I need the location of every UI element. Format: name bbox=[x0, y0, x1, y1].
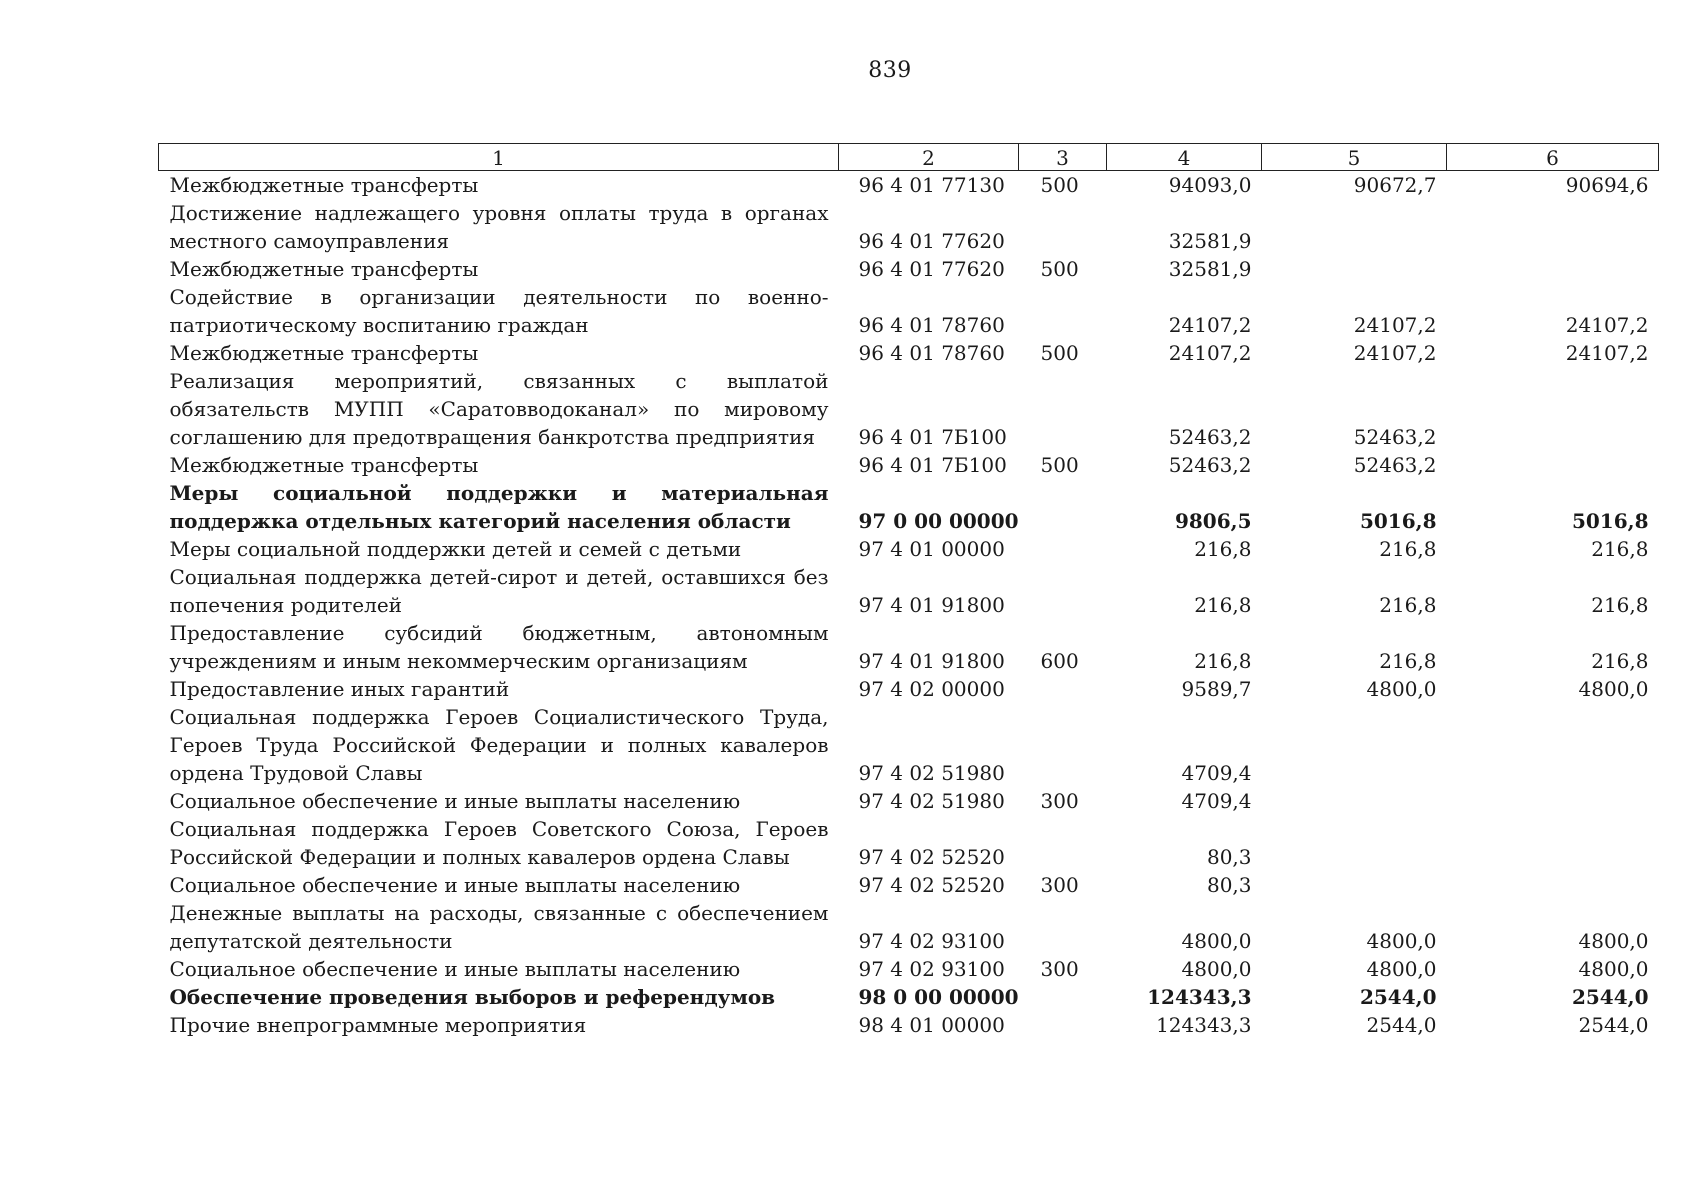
row-name: Социальное обеспечение и иные выплаты населению bbox=[169, 789, 741, 813]
row-code: 97 4 02 52520 bbox=[858, 845, 1005, 869]
table-row bbox=[159, 983, 1659, 1011]
row-code: 98 4 01 00000 bbox=[858, 1013, 1005, 1037]
row-code: 96 4 01 7Б100 bbox=[858, 453, 1007, 477]
row-name: Межбюджетные трансферты bbox=[169, 341, 479, 365]
row-name: Межбюджетные трансферты bbox=[169, 257, 479, 281]
row-code: 96 4 01 77620 bbox=[858, 229, 1005, 253]
row-name: Предоставление иных гарантий bbox=[169, 677, 510, 701]
row-code: 97 4 01 91800 bbox=[858, 649, 1005, 673]
row-value-col5 bbox=[1262, 871, 1447, 899]
row-value-col5: 2544,0 bbox=[1366, 1013, 1437, 1037]
row-value-col4: 24107,2 bbox=[1168, 341, 1252, 365]
row-code: 97 4 02 51980 bbox=[858, 761, 1005, 785]
row-value-col4: 80,3 bbox=[1206, 845, 1252, 869]
table-header bbox=[159, 144, 1659, 171]
row-value-col4: 24107,2 bbox=[1168, 313, 1252, 337]
row-value-col4: 52463,2 bbox=[1168, 453, 1252, 477]
table-row bbox=[159, 535, 1659, 563]
row-code: 97 4 01 91800 bbox=[858, 593, 1005, 617]
row-value-col4: 52463,2 bbox=[1168, 425, 1252, 449]
row-value-col5: 5016,8 bbox=[1359, 509, 1437, 533]
row-name: Достижение надлежащего уровня оплаты труда в органах местного самоуправления bbox=[169, 201, 829, 253]
row-value-col5: 4800,0 bbox=[1366, 677, 1437, 701]
table-row bbox=[159, 899, 1659, 955]
row-type: 500 bbox=[1040, 173, 1079, 197]
row-type bbox=[1019, 815, 1107, 871]
row-value-col4: 216,8 bbox=[1194, 649, 1252, 673]
row-value-col5: 216,8 bbox=[1379, 537, 1437, 561]
row-value-col4: 4709,4 bbox=[1181, 789, 1252, 813]
header-col-2: 2 bbox=[839, 144, 1019, 171]
row-code: 96 4 01 78760 bbox=[858, 313, 1005, 337]
row-value-col5 bbox=[1262, 255, 1447, 283]
row-type bbox=[1019, 703, 1107, 787]
table-row bbox=[159, 787, 1659, 815]
table-row bbox=[159, 283, 1659, 339]
row-value-col4: 94093,0 bbox=[1168, 173, 1252, 197]
table-row bbox=[159, 479, 1659, 535]
table-row bbox=[159, 451, 1659, 479]
row-name: Реализация мероприятий, связанных с выплатой обязательств МУПП «Саратовводоканал» по мировому соглашению для предотвращения банкротства предприятия bbox=[169, 369, 829, 449]
row-value-col4: 4800,0 bbox=[1181, 929, 1252, 953]
row-value-col5: 4800,0 bbox=[1366, 929, 1437, 953]
row-code: 97 4 02 93100 bbox=[858, 957, 1005, 981]
row-name: Обеспечение проведения выборов и референдумов bbox=[169, 985, 776, 1009]
header-row bbox=[159, 144, 1659, 171]
row-name: Межбюджетные трансферты bbox=[169, 453, 479, 477]
table-row bbox=[159, 255, 1659, 283]
row-value-col6 bbox=[1447, 815, 1659, 871]
row-value-col5: 24107,2 bbox=[1353, 341, 1437, 365]
table-row bbox=[159, 563, 1659, 619]
row-name: Меры социальной поддержки детей и семей с детьми bbox=[169, 537, 742, 561]
row-name: Социальная поддержка детей-сирот и детей, оставшихся без попечения родителей bbox=[169, 565, 829, 617]
row-type bbox=[1019, 899, 1107, 955]
table-row bbox=[159, 955, 1659, 983]
row-value-col6: 4800,0 bbox=[1578, 929, 1649, 953]
row-value-col6 bbox=[1447, 199, 1659, 255]
row-value-col5 bbox=[1262, 815, 1447, 871]
row-type bbox=[1019, 199, 1107, 255]
table-row bbox=[159, 703, 1659, 787]
row-value-col5: 52463,2 bbox=[1353, 425, 1437, 449]
row-value-col5: 90672,7 bbox=[1353, 173, 1437, 197]
row-type: 500 bbox=[1040, 257, 1079, 281]
row-value-col6: 2544,0 bbox=[1571, 985, 1649, 1009]
row-type: 300 bbox=[1040, 873, 1079, 897]
row-code: 97 4 02 93100 bbox=[858, 929, 1005, 953]
row-value-col6: 2544,0 bbox=[1578, 1013, 1649, 1037]
row-value-col6: 216,8 bbox=[1591, 649, 1649, 673]
row-type bbox=[1019, 983, 1107, 1011]
row-value-col6: 5016,8 bbox=[1571, 509, 1649, 533]
header-col-1: 1 bbox=[159, 144, 839, 171]
row-value-col6: 4800,0 bbox=[1578, 677, 1649, 701]
table-row bbox=[159, 339, 1659, 367]
row-code: 96 4 01 77620 bbox=[858, 257, 1005, 281]
row-value-col6: 90694,6 bbox=[1565, 173, 1649, 197]
row-value-col5: 216,8 bbox=[1379, 649, 1437, 673]
budget-table bbox=[158, 143, 1659, 1039]
page-number: 839 bbox=[868, 58, 912, 83]
row-value-col6 bbox=[1447, 367, 1659, 451]
row-value-col6: 4800,0 bbox=[1578, 957, 1649, 981]
table-row bbox=[159, 619, 1659, 675]
row-value-col4: 124343,3 bbox=[1156, 1013, 1252, 1037]
row-value-col6: 216,8 bbox=[1591, 593, 1649, 617]
row-type bbox=[1019, 479, 1107, 535]
row-code: 96 4 01 78760 bbox=[858, 341, 1005, 365]
row-type bbox=[1019, 1011, 1107, 1039]
row-value-col4: 4709,4 bbox=[1181, 761, 1252, 785]
row-value-col4: 80,3 bbox=[1206, 873, 1252, 897]
row-value-col4: 124343,3 bbox=[1147, 985, 1252, 1009]
row-value-col4: 216,8 bbox=[1194, 537, 1252, 561]
row-code: 96 4 01 77130 bbox=[858, 173, 1005, 197]
row-name: Межбюджетные трансферты bbox=[169, 173, 479, 197]
header-col-5: 5 bbox=[1262, 144, 1447, 171]
row-type bbox=[1019, 563, 1107, 619]
row-value-col4: 4800,0 bbox=[1181, 957, 1252, 981]
table-row bbox=[159, 171, 1659, 200]
row-type bbox=[1019, 675, 1107, 703]
row-value-col6 bbox=[1447, 703, 1659, 787]
row-name: Денежные выплаты на расходы, связанные с обеспечением депутатской деятельности bbox=[169, 901, 829, 953]
row-value-col4: 9589,7 bbox=[1181, 677, 1252, 701]
row-value-col5: 2544,0 bbox=[1359, 985, 1437, 1009]
table-row bbox=[159, 367, 1659, 451]
row-value-col6 bbox=[1447, 787, 1659, 815]
row-type: 600 bbox=[1040, 649, 1079, 673]
row-name: Социальная поддержка Героев Советского Союза, Героев Российской Федерации и полных кавалеров ордена Славы bbox=[169, 817, 829, 869]
row-name: Социальная поддержка Героев Социалистического Труда, Героев Труда Российской Федерации и полных кавалеров ордена Трудовой Славы bbox=[169, 705, 829, 785]
header-col-3: 3 bbox=[1019, 144, 1107, 171]
row-code: 98 0 00 00000 bbox=[858, 985, 1019, 1009]
row-code: 97 4 02 00000 bbox=[858, 677, 1005, 701]
row-code: 97 4 02 52520 bbox=[858, 873, 1005, 897]
row-name: Содействие в организации деятельности по военно-патриотическому воспитанию граждан bbox=[169, 285, 829, 337]
row-type bbox=[1019, 367, 1107, 451]
table-row bbox=[159, 815, 1659, 871]
row-value-col6: 24107,2 bbox=[1565, 341, 1649, 365]
row-value-col4: 9806,5 bbox=[1174, 509, 1252, 533]
header-col-6: 6 bbox=[1447, 144, 1659, 171]
row-code: 97 4 01 00000 bbox=[858, 537, 1005, 561]
table-body bbox=[159, 171, 1659, 1040]
row-name: Меры социальной поддержки и материальная поддержка отдельных категорий населения области bbox=[169, 481, 829, 533]
row-name: Предоставление субсидий бюджетным, автономным учреждениям и иным некоммерческим организациям bbox=[169, 621, 829, 673]
row-name: Прочие внепрограммные мероприятия bbox=[169, 1013, 587, 1037]
row-name: Социальное обеспечение и иные выплаты населению bbox=[169, 873, 741, 897]
row-type: 500 bbox=[1040, 341, 1079, 365]
row-type: 300 bbox=[1040, 957, 1079, 981]
row-code: 97 4 02 51980 bbox=[858, 789, 1005, 813]
row-value-col4: 32581,9 bbox=[1168, 229, 1252, 253]
table-row bbox=[159, 199, 1659, 255]
row-code: 97 0 00 00000 bbox=[858, 509, 1019, 533]
row-value-col5 bbox=[1262, 787, 1447, 815]
row-value-col4: 32581,9 bbox=[1168, 257, 1252, 281]
row-value-col6 bbox=[1447, 451, 1659, 479]
row-type: 300 bbox=[1040, 789, 1079, 813]
row-value-col6: 24107,2 bbox=[1565, 313, 1649, 337]
row-value-col5 bbox=[1262, 703, 1447, 787]
row-value-col5 bbox=[1262, 199, 1447, 255]
row-value-col5: 24107,2 bbox=[1353, 313, 1437, 337]
row-value-col6: 216,8 bbox=[1591, 537, 1649, 561]
row-value-col5: 4800,0 bbox=[1366, 957, 1437, 981]
table-row bbox=[159, 1011, 1659, 1039]
row-name: Социальное обеспечение и иные выплаты населению bbox=[169, 957, 741, 981]
row-type: 500 bbox=[1040, 453, 1079, 477]
row-value-col5: 52463,2 bbox=[1353, 453, 1437, 477]
row-value-col6 bbox=[1447, 871, 1659, 899]
table-row bbox=[159, 871, 1659, 899]
row-value-col5: 216,8 bbox=[1379, 593, 1437, 617]
row-type bbox=[1019, 535, 1107, 563]
row-code: 96 4 01 7Б100 bbox=[858, 425, 1007, 449]
row-value-col6 bbox=[1447, 255, 1659, 283]
budget-table-container bbox=[158, 143, 1658, 1039]
table-row bbox=[159, 675, 1659, 703]
row-type bbox=[1019, 283, 1107, 339]
header-col-4: 4 bbox=[1107, 144, 1262, 171]
row-value-col4: 216,8 bbox=[1194, 593, 1252, 617]
